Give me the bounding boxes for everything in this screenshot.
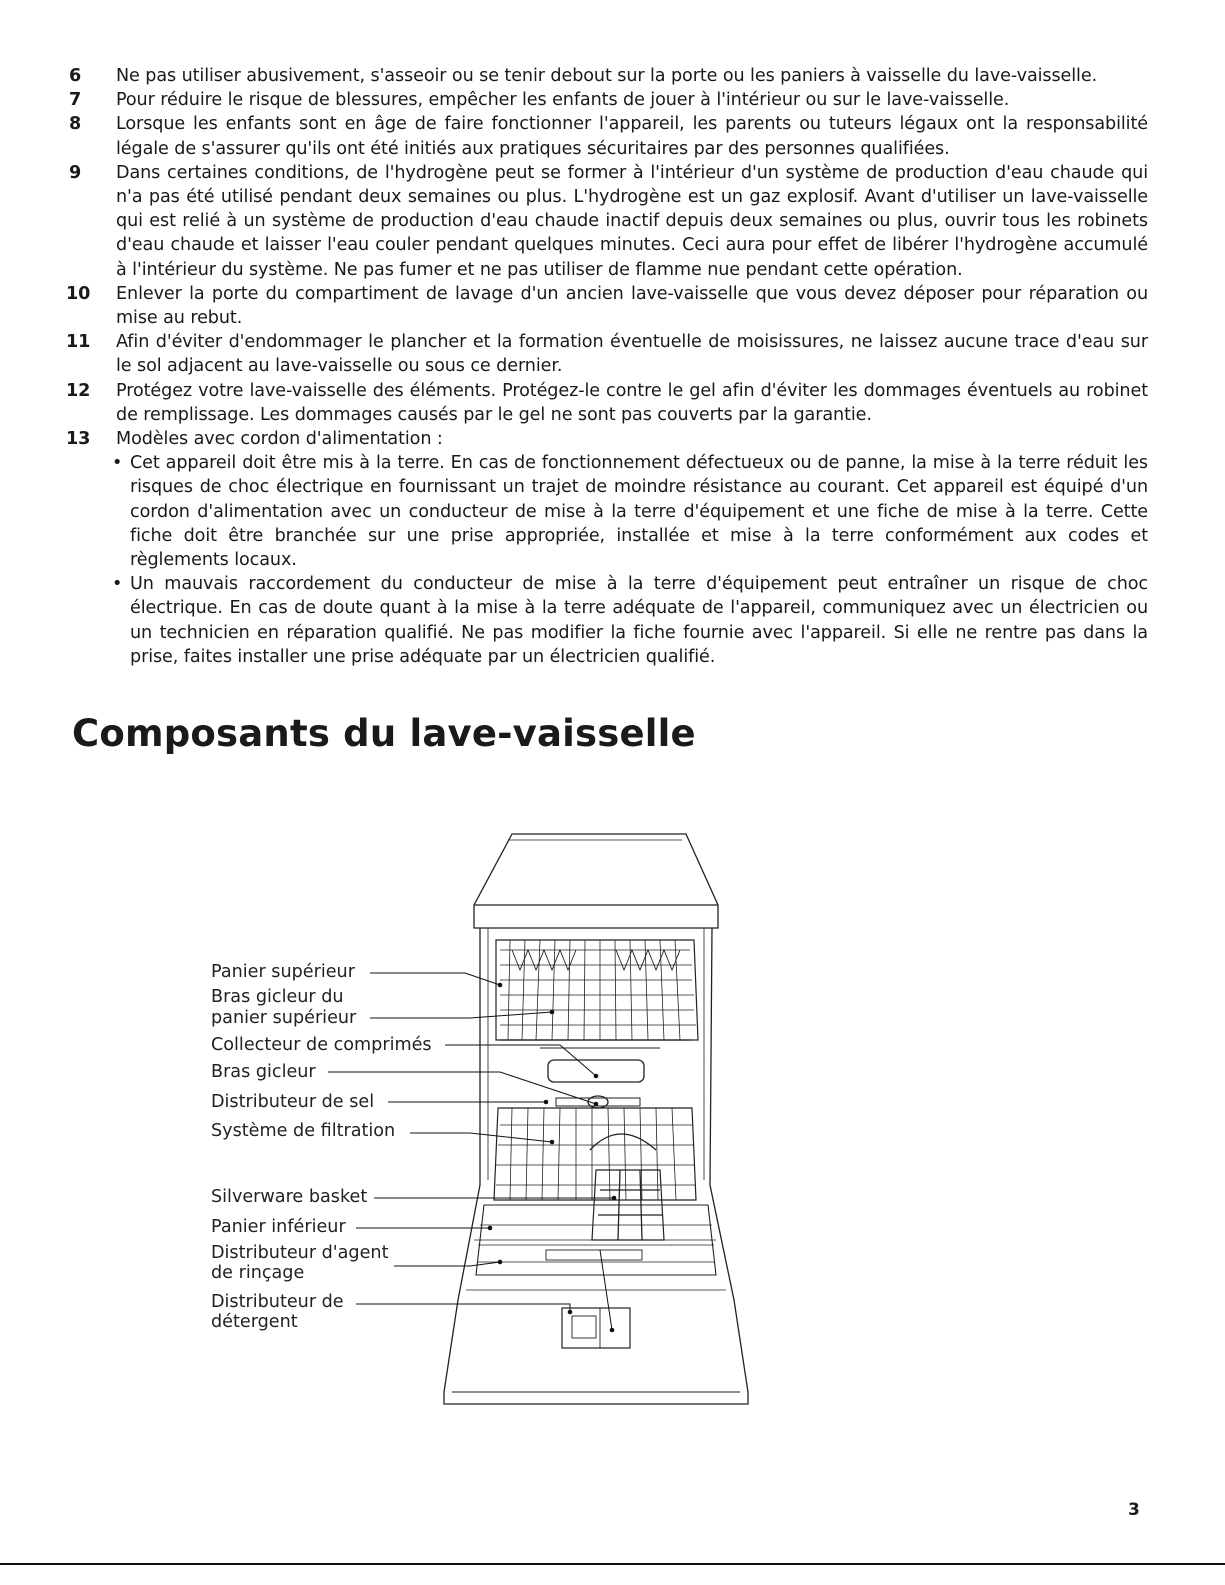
item-number: 11 — [66, 332, 91, 353]
item-text: Ne pas utiliser abusivement, s'asseoir ou se tenir debout sur la porte ou les paniers à vaisselle du lave-vaisselle. — [116, 66, 1098, 86]
instruction-item — [66, 427, 1148, 669]
bullet-item — [112, 451, 1148, 572]
item-number: 10 — [66, 283, 91, 304]
bullet-icon: • — [112, 574, 123, 595]
item-number: 7 — [69, 90, 82, 111]
label-upper-rack: Panier supérieur — [211, 962, 355, 982]
item-number: 12 — [66, 380, 91, 401]
label-salt-dispenser: Distributeur de sel — [211, 1092, 375, 1112]
instruction-item — [66, 379, 1148, 427]
instruction-item — [66, 112, 1148, 160]
item-text: Dans certaines conditions, de l'hydrogène peut se former à l'intérieur d'un système de production d'eau chaude qui n'a pas été utilisé pendant deux semaines ou plus. L'hydrogène est un gaz explosif. Avant d'utiliser un lave-vaisselle qui est relié à un système de production d'eau chaude inactif depuis deux semaines ou plus, ouvrir tous les robinets d'eau chaude et laisser l'eau couler pendant quelques minutes. Ceci aura pour effet de libérer l'hydrogène accumulé à l'intérieur du système. Ne pas fumer et ne pas utiliser de flamme nue pendant cette opération. — [116, 162, 1148, 280]
item-number: 9 — [69, 162, 82, 183]
label-filter-system: Système de filtration — [211, 1121, 396, 1141]
instruction-item — [66, 88, 1148, 112]
bullet-text: Cet appareil doit être mis à la terre. En cas de fonctionnement défectueux ou de panne, la mise à la terre réduit les risques de choc électrique en fournissant un trajet de moindre résistance au courant. Cet appareil est équipé d'un cordon d'alimentation avec un conducteur de mise à la terre d'équipement et une fiche de mise à la terre. Cette fiche doit être branchée sur une prise appropriée, installée et mise à la terre conformément aux codes et règlements locaux. — [130, 453, 1148, 571]
item-text: Pour réduire le risque de blessures, empêcher les enfants de jouer à l'intérieur ou sur le lave-vaisselle. — [116, 90, 1010, 111]
label-rinse-dispenser-line1: Distributeur d'agent — [211, 1243, 389, 1263]
item-number: 6 — [69, 66, 82, 86]
item-text: Afin d'éviter d'endommager le plancher et la formation éventuelle de moisissures, ne laissez aucune trace d'eau sur le sol adjacent au lave-vaisselle ou sous ce dernier. — [116, 332, 1148, 377]
safety-instructions-list — [66, 64, 1148, 669]
label-detergent-dispenser-line1: Distributeur de — [211, 1292, 344, 1312]
label-rinse-dispenser-line2: de rinçage — [211, 1263, 305, 1283]
item-number: 8 — [69, 114, 82, 135]
item-number: 13 — [66, 429, 91, 450]
label-lower-rack: Panier inférieur — [211, 1217, 346, 1237]
label-upper-spray-arm-line2: panier supérieur — [211, 1008, 357, 1028]
item-text: Enlever la porte du compartiment de lavage d'un ancien lave-vaisselle que vous devez déposer pour réparation ou mise au rebut. — [116, 283, 1148, 329]
label-spray-arm: Bras gicleur — [211, 1062, 316, 1082]
label-upper-spray-arm-line1: Bras gicleur du — [211, 987, 344, 1007]
item-text: Protégez votre lave-vaisselle des éléments. Protégez-le contre le gel afin d'éviter les dommages éventuels au robinet de remplissage. Les dommages causés par le gel ne sont pas couverts par la garantie. — [116, 380, 1148, 425]
instruction-item — [66, 161, 1148, 282]
section-heading: Composants du lave-vaisselle — [72, 712, 696, 755]
bullet-item — [112, 572, 1148, 669]
bottom-divider — [0, 1563, 1225, 1565]
item-text — [112, 427, 1148, 669]
instruction-item — [66, 330, 1148, 378]
instruction-item — [66, 64, 1148, 88]
item-13-intro: Modèles avec cordon d'alimentation : — [116, 429, 443, 450]
page-number: 3 — [1128, 1500, 1140, 1520]
item-text: Lorsque les enfants sont en âge de faire fonctionner l'appareil, les parents ou tuteurs légaux ont la responsabilité légale de s'assurer qu'ils ont été initiés aux pratiques sécuritaires par des personnes qualifiées. — [116, 114, 1148, 159]
bullet-icon: • — [112, 453, 123, 474]
label-silverware-basket: Silverware basket — [211, 1187, 368, 1207]
label-detergent-dispenser-line2: détergent — [211, 1312, 298, 1332]
label-tablet-collector: Collecteur de comprimés — [211, 1035, 432, 1055]
bullet-text: Un mauvais raccordement du conducteur de mise à la terre d'équipement peut entraîner un risque de choc électrique. En cas de doute quant à la mise à la terre adéquate de l'appareil, communiquez avec un électricien ou un technicien en réparation qualifié. Ne pas modifier la fiche fournie avec l'appareil. Si elle ne rentre pas dans la prise, faites installer une prise adéquate par un électricien qualifié. — [130, 574, 1148, 667]
instruction-item — [66, 282, 1148, 330]
